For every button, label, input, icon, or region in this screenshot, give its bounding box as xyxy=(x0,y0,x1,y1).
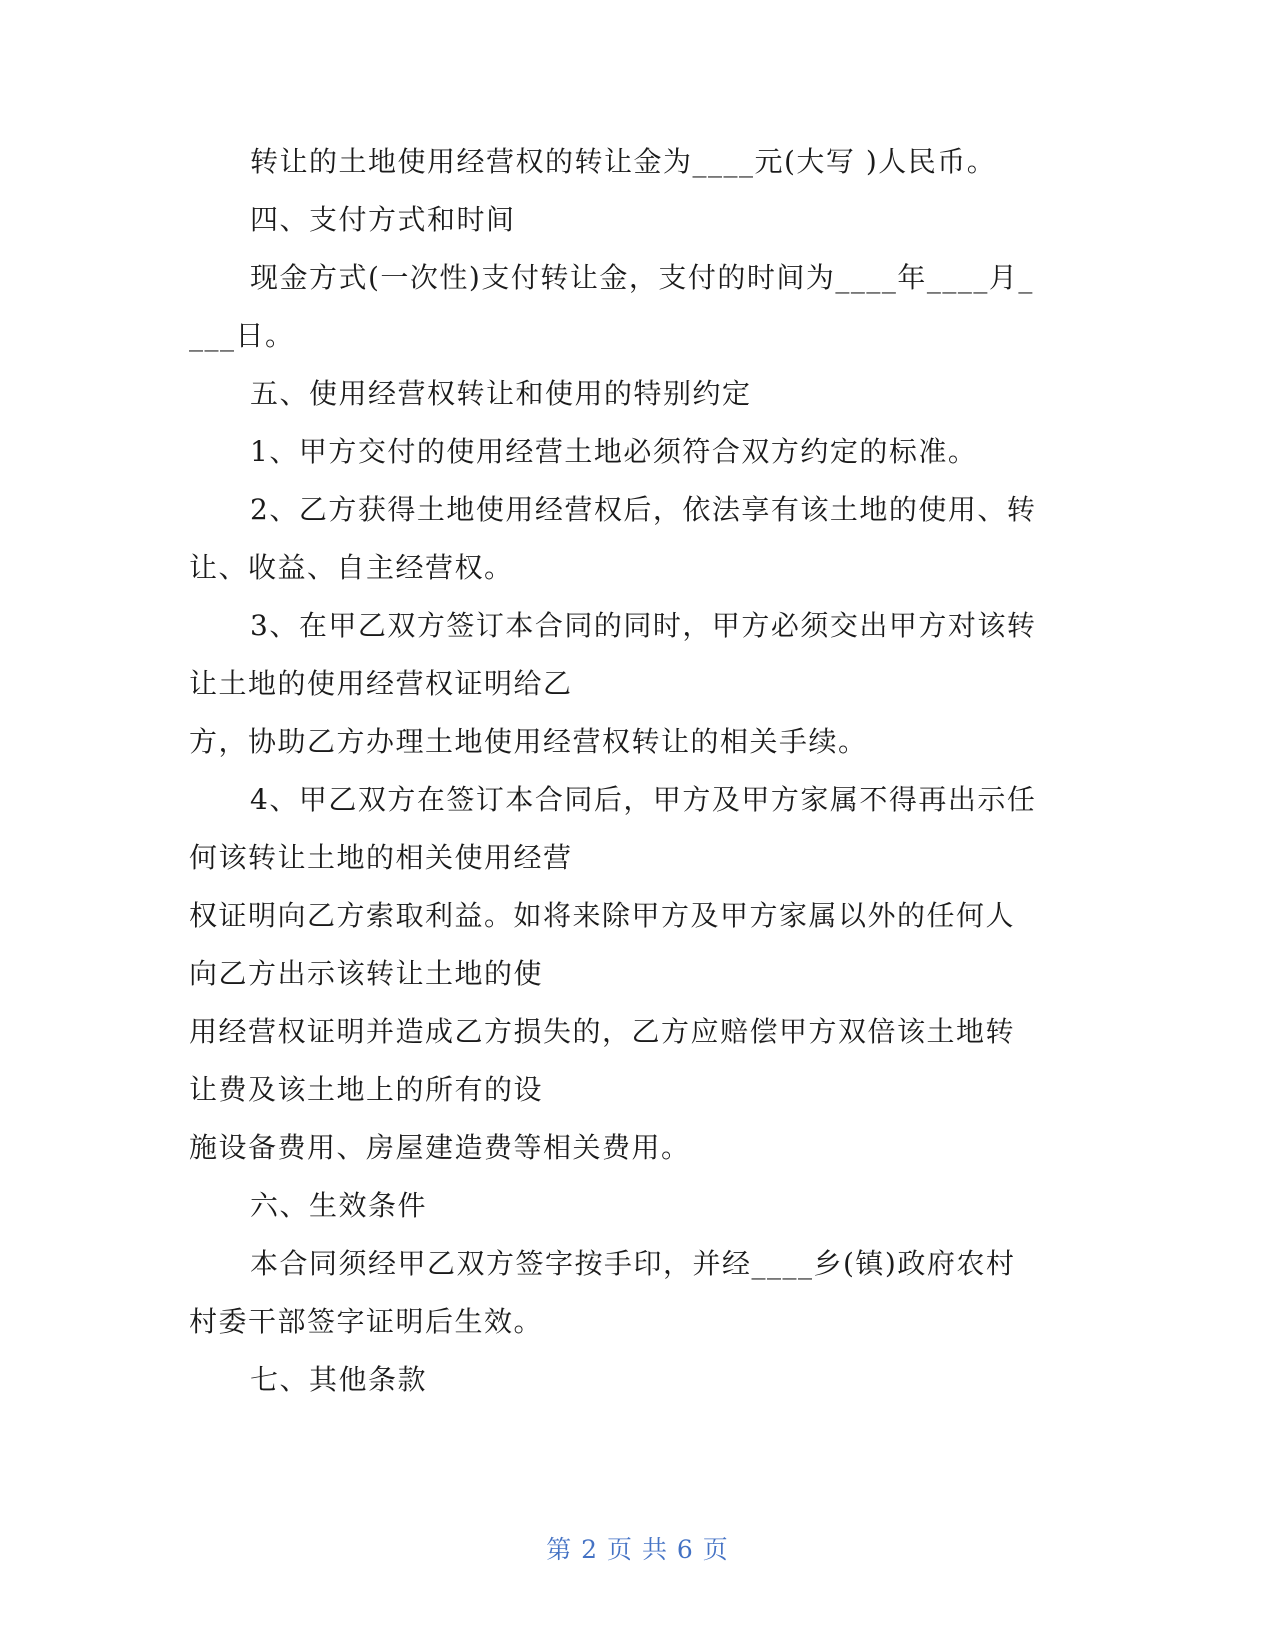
text-line: 本合同须经甲乙双方签字按手印，并经____乡(镇)政府农村 xyxy=(250,1247,1016,1280)
text-line: 2、乙方获得土地使用经营权后，依法享有该土地的使用、转 xyxy=(250,493,1037,526)
section-heading: 六、生效条件 xyxy=(250,1189,428,1222)
text-line: 4、甲乙双方在签订本合同后，甲方及甲方家属不得再出示任 xyxy=(250,783,1037,816)
text-line: 1、甲方交付的使用经营土地必须符合双方约定的标准。 xyxy=(250,435,978,468)
text-line: 让、收益、自主经营权。 xyxy=(189,551,514,584)
text-line: 让土地的使用经营权证明给乙 xyxy=(189,667,573,700)
section-heading: 七、其他条款 xyxy=(250,1363,428,1396)
text-line: 何该转让土地的相关使用经营 xyxy=(189,841,573,874)
text-line: 向乙方出示该转让土地的使 xyxy=(189,957,544,990)
text-line: 让费及该土地上的所有的设 xyxy=(189,1073,544,1106)
text-line: 方，协助乙方办理土地使用经营权转让的相关手续。 xyxy=(189,725,868,758)
text-line: 村委干部签字证明后生效。 xyxy=(189,1305,544,1338)
text-line: 3、在甲乙双方签订本合同的同时，甲方必须交出甲方对该转 xyxy=(250,609,1037,642)
text-line: ___日。 xyxy=(189,319,295,352)
section-heading: 五、使用经营权转让和使用的特别约定 xyxy=(250,377,752,410)
text-line: 用经营权证明并造成乙方损失的，乙方应赔偿甲方双倍该土地转 xyxy=(189,1015,1016,1048)
text-line: 权证明向乙方索取利益。如将来除甲方及甲方家属以外的任何人 xyxy=(189,899,1016,932)
text-line: 现金方式(一次性)支付转让金，支付的时间为____年____月_ xyxy=(250,261,1034,294)
page-number-footer: 第 2 页 共 6 页 xyxy=(546,1535,729,1564)
text-line: 施设备费用、房屋建造费等相关费用。 xyxy=(189,1131,691,1164)
section-heading: 四、支付方式和时间 xyxy=(250,203,516,236)
text-line: 转让的土地使用经营权的转让金为____元(大写 )人民币。 xyxy=(250,145,997,178)
